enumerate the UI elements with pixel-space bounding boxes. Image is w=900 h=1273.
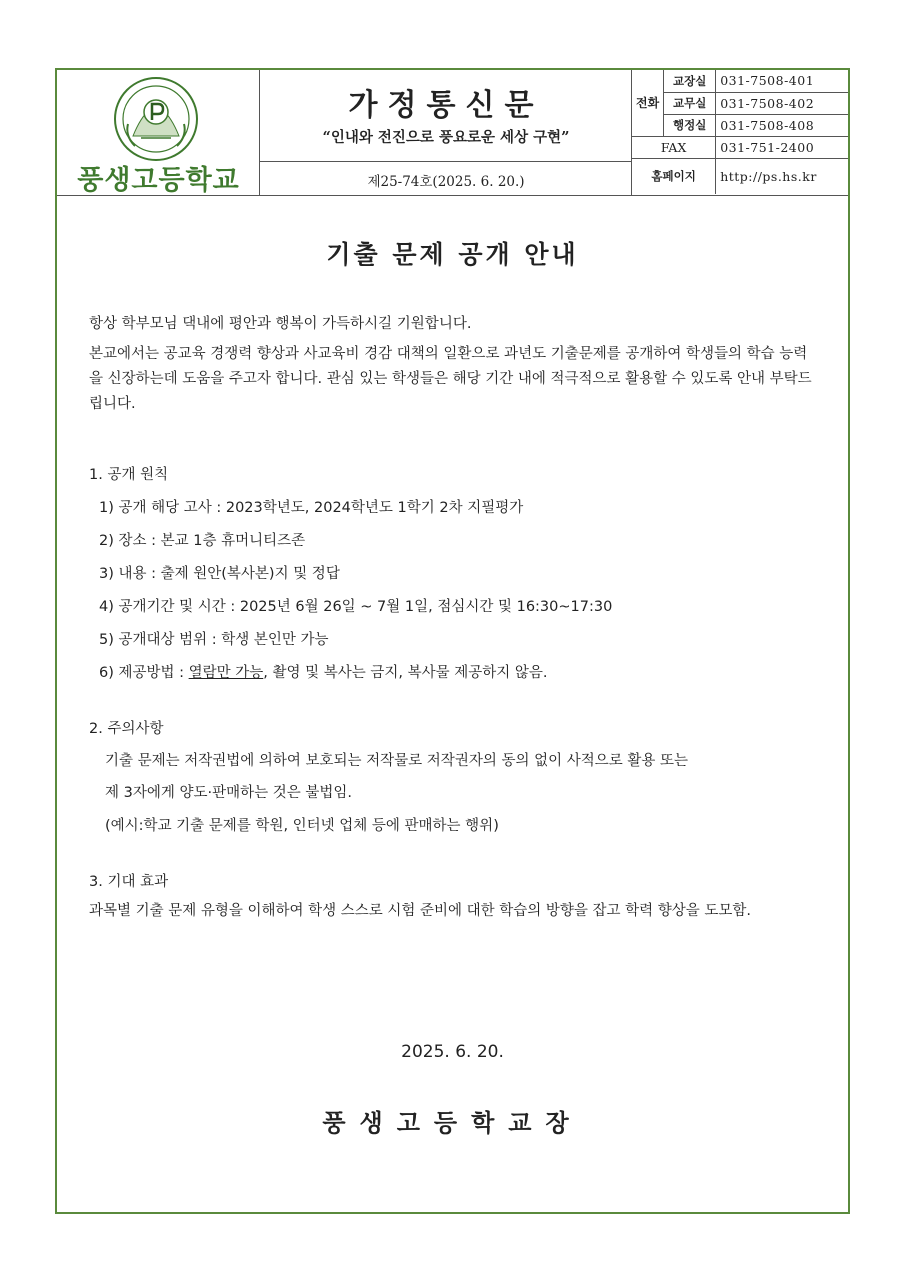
fax-label: FAX [632,136,716,158]
header-table [57,70,848,196]
principal-signature: 풍생고등학교장 [322,1109,583,1137]
issue-cell [260,162,632,196]
intro-paragraph: 본교에서는 공교육 경쟁력 향상과 사교육비 경감 대책의 일환으로 과년도 기출문제를 공개하여 학생들의 학습 능력을 신장하는데 도움을 주고자 합니다. 관심 있는 학생들은 해당 기간 내에 적극적으로 활용할 수 있도록 안내 부탁드립니다. [89,346,812,412]
title-cell [260,70,632,162]
room-label: 교무실 [664,92,716,114]
phone-number: 031-7508-401 [716,70,848,92]
issue-date: 2025. 6. 20. [401,1042,504,1062]
fax-number: 031-751-2400 [716,136,848,158]
method-underlined: 열람만 가능 [188,665,264,681]
logo-cell [57,70,260,196]
caution-line: 기출 문제는 저작권법에 의하여 보호되는 저작물로 저작권자의 동의 없이 사적으로 활용 또는 [105,753,688,769]
section-heading: 2. 주의사항 [89,721,164,737]
phone-label: 전화 [632,70,664,136]
notice-title: 기출 문제 공개 안내 [326,240,579,269]
contact-cell [632,70,848,196]
contact-table [632,70,848,194]
method-prefix: 6) 제공방법 : [99,665,189,681]
list-item: 3) 내용 : 출제 원안(복사본)지 및 정답 [99,566,340,582]
list-item: 5) 공개대상 범위 : 학생 본인만 가능 [99,632,329,648]
effect-paragraph: 과목별 기출 문제 유형을 이해하여 학생 스스로 시험 준비에 대한 학습의 방향을 잡고 학력 향상을 도모함. [89,903,752,919]
paper-title: 가정통신문 [348,88,544,123]
list-item-method [99,661,548,682]
greeting-paragraph: 항상 학부모님 댁내에 평안과 행복이 가득하시길 기원합니다. [89,316,472,332]
issue-number: 제25-74호(2025. 6. 20.) [367,174,525,190]
homepage-link[interactable]: http://ps.hs.kr [716,158,848,194]
school-emblem-icon [113,76,199,162]
section-heading: 1. 공개 원칙 [89,467,169,483]
list-item: 2) 장소 : 본교 1층 휴머니티즈존 [99,533,306,549]
homepage-label: 홈페이지 [632,158,716,194]
school-name: 풍생고등학교 [77,165,240,196]
method-suffix: , 촬영 및 복사는 금지, 복사물 제공하지 않음. [263,665,548,681]
room-label: 행정실 [664,114,716,136]
section-heading: 3. 기대 효과 [89,874,169,890]
caution-line: 제 3자에게 양도·판매하는 것은 불법임. [105,785,352,801]
caution-example: (예시:학교 기출 문제를 학원, 인터넷 업체 등에 판매하는 행위) [105,818,499,834]
list-item: 1) 공개 해당 고사 : 2023학년도, 2024학년도 1학기 2차 지필평가 [99,500,524,516]
school-slogan: “인내와 전진으로 풍요로운 세상 구현” [322,129,570,146]
list-item: 4) 공개기간 및 시간 : 2025년 6월 26일 ~ 7월 1일, 점심시간 및 16:30~17:30 [99,599,613,615]
room-label: 교장실 [664,70,716,92]
phone-number: 031-7508-402 [716,92,848,114]
phone-number: 031-7508-408 [716,114,848,136]
document-frame [55,68,850,1214]
